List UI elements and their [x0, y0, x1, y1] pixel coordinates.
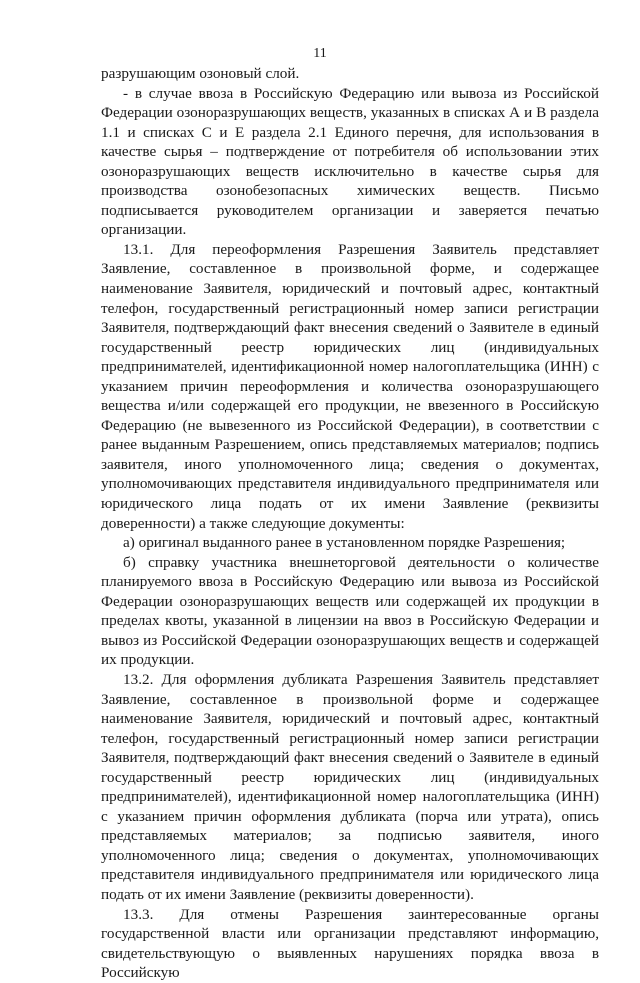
list-item-b-trade-certificate: б) справку участника внешнеторговой деятельности о количестве планируемого ввоза в Российскую Федерацию или вывоза из Российской Федерации озоноразрушающих веществ или содержащей их продукции в пределах квоты, указанной в лицензии на ввоз в Российскую Федерации и вывоз из Российской Федерации озоноразрушающих веществ и содержащей их продукции. [101, 553, 599, 669]
page-number: 11 [313, 46, 327, 61]
paragraph-13-3-cancellation: 13.3. Для отмены Разрешения заинтересованные органы государственной власти или организации представляют информацию, свидетельствующую о выявленных нарушениях порядка ввоза в Российскую [101, 905, 599, 982]
paragraph-13-1-reissue: 13.1. Для переоформления Разрешения Заявитель представляет Заявление, составленное в произвольной форме, и содержащее наименование Заявителя, юридический и почтовый адрес, контактный телефон, государственный регистрационный номер записи регистрации Заявителя, подтверждающий факт внесения сведений о Заявителе в единый государственный реестр юридических лиц (индивидуальных предпринимателей, идентификационной номер налогоплательщика (ИНН) с указанием причин переоформления и количества озоноразрушающего вещества и/или содержащей его продукции, не ввезенного в Российскую Федерацию (не вывезенного из Российской Федерации), в соответствии с ранее выданным Разрешением, опись представляемых материалов; подпись заявителя, иного уполномоченного лица; сведения о документах, уполномочивающих представителя индивидуального предпринимателя или юридического лица подать от их имени Заявление (реквизиты доверенности) а также следующие документы: [101, 240, 599, 532]
paragraph-ozone-layer-end: разрушающим озоновый слой. [101, 65, 300, 82]
paragraph-13-2-duplicate: 13.2. Для оформления дубликата Разрешения Заявитель представляет Заявление, составленное в произвольной форме и содержащее наименование Заявителя, юридический и почтовый адрес, контактный телефон, государственный регистрационный номер записи регистрации Заявителя, подтверждающий факт внесения сведений о Заявителе в единый государственный реестр юридических лиц (индивидуальных предпринимателей), идентификационной номер налогоплательщика (ИНН) с указанием причин оформления дубликата (порча или утрата), опись представляемых материалов; за подписью заявителя, иного уполномоченного лица; сведения о документах, уполномочивающих представителя индивидуального предпринимателя или юридического лица подать от их имени Заявление (реквизиты доверенности). [101, 670, 599, 903]
document-body [101, 64, 599, 983]
list-item-a-original-permit: а) оригинал выданного ранее в установленном порядке Разрешения; [123, 534, 566, 552]
paragraph-raw-material-confirmation: - в случае ввоза в Российскую Федерацию или вывоза из Российской Федерации озоноразрушающих веществ, указанных в списках А и В раздела 1.1 и списках С и Е раздела 2.1 Единого перечня, для использования в качестве сырья – подтверждение от потребителя об использовании этих озоноразрушающих веществ исключительно в качестве сырья для производства озонобезопасных химических веществ. Письмо подписывается руководителем организации и заверяется печатью организации. [101, 84, 599, 239]
